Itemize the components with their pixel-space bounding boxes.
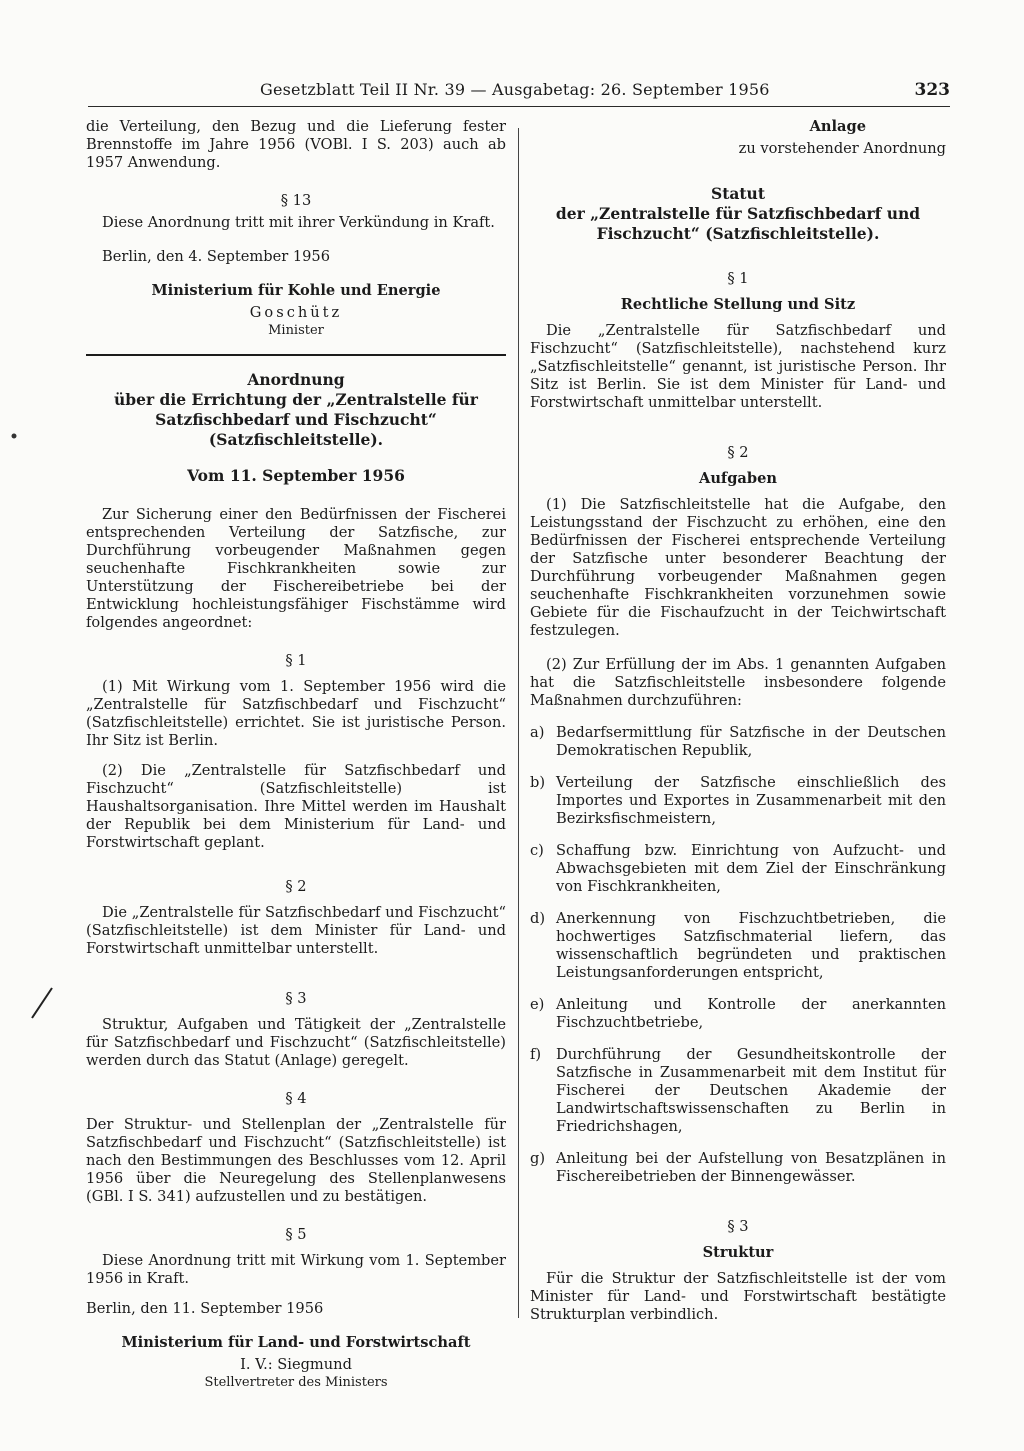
list-item-text: Anleitung und Kontrolle der anerkannten Fischzuchtbetriebe,: [556, 996, 946, 1031]
statute-section-2-title: Aufgaben: [699, 470, 777, 487]
right-column: [530, 118, 946, 1324]
section-2-heading: § 2: [285, 878, 307, 895]
left-column: [86, 118, 506, 1392]
list-item-label: f): [530, 1046, 542, 1063]
column-divider: [518, 128, 519, 1318]
statute-section-2-para-1: (1) Die Satzfischleitstelle hat die Aufgabe, den Leistungsstand der Fischzucht zu erhöhen, eine den Bedürfnissen der Fischerei entsprechende Verteilung der Satzfische unter besonderer Beachtung der Durchführung vorbeugender Maßnahmen gegen seuchenhafte Fischkrankheiten vorzunehmen sowie Gebiete für die Fischaufzucht in der Teichwirtschaft festzulegen.: [530, 496, 946, 639]
statute-section-2-heading: § 2: [727, 444, 749, 461]
place-date-2: Berlin, den 11. September 1956: [86, 1300, 324, 1317]
list-item-text: Anerkennung von Fischzuchtbetrieben, die hochwertiges Satzfischmaterial liefern, das wissenschaftlich begründeten und praktischen Leistungsanforderungen entspricht,: [556, 910, 946, 981]
signer-1-role: Minister: [268, 323, 324, 338]
intro-paragraph: die Verteilung, den Bezug und die Lieferung fester Brennstoffe im Jahre 1956 (VOBl. I S. 203) auch ab 1957 Anwendung.: [86, 118, 506, 171]
ordinance-subtitle: über die Errichtung der „Zentralstelle für Satzfischbedarf und Fischzucht“ (Satzfischleitstelle).: [114, 390, 478, 449]
annex-subtitle: zu vorstehender Anordnung: [738, 140, 946, 157]
header-title: Gesetzblatt Teil II Nr. 39 — Ausgabetag: 26. September 1956: [260, 80, 770, 99]
statute-title: Statut: [711, 184, 765, 203]
list-item: [530, 774, 946, 828]
statute-section-1-text: Die „Zentralstelle für Satzfischbedarf und Fischzucht“ (Satzfischleitstelle), nachstehend kurz „Satzfischleitstelle“ genannt, ist juristische Person. Ihr Sitz ist Berlin. Sie ist dem Minister für Land- und Forstwirtschaft unmittelbar unterstellt.: [530, 322, 946, 411]
ordinance-title: Anordnung: [247, 370, 345, 389]
separator-rule: [86, 354, 506, 356]
list-item-text: Anleitung bei der Aufstellung von Besatzplänen in Fischereibetrieben der Binnengewässer.: [556, 1150, 946, 1185]
section-1-heading: § 1: [285, 652, 307, 669]
list-item-label: c): [530, 842, 544, 859]
page-header: [88, 80, 950, 107]
statute-section-3-title: Struktur: [702, 1244, 774, 1261]
section-4-text: Der Struktur- und Stellenplan der „Zentralstelle für Satzfischbedarf und Fischzucht“ (Satzfischleitstelle) ist nach den Bestimmungen des Beschlusses vom 12. April 1956 über die Neuregelung des Stellenplanwesens (GBl. I S. 341) aufzustellen und zu bestätigen.: [86, 1116, 506, 1205]
list-item-label: e): [530, 996, 545, 1013]
list-item-text: Verteilung der Satzfische einschließlich des Importes und Exportes in Zusammenarbeit mit den Bezirksfischmeistern,: [556, 774, 946, 827]
section-13-text: Diese Anordnung tritt mit ihrer Verkündung in Kraft.: [102, 214, 495, 231]
statute-section-2-para-2: (2) Zur Erfüllung der im Abs. 1 genannten Aufgaben hat die Satzfischleitstelle insbesondere folgende Maßnahmen durchzuführen:: [530, 656, 946, 709]
section-4-heading: § 4: [285, 1090, 307, 1107]
list-item-label: g): [530, 1150, 546, 1167]
statute-section-1-heading: § 1: [727, 270, 749, 287]
list-item-label: d): [530, 910, 546, 927]
list-item: [530, 842, 946, 896]
signer-1: Goschütz: [249, 304, 343, 321]
list-item: [530, 1046, 946, 1136]
dot-mark-icon: [10, 432, 18, 440]
section-13-heading: § 13: [280, 192, 312, 209]
list-item-label: b): [530, 774, 546, 791]
section-2-text: Die „Zentralstelle für Satzfischbedarf und Fischzucht“ (Satzfischleitstelle) ist dem Minister für Land- und Forstwirtschaft unmittelbar unterstellt.: [86, 904, 506, 957]
list-item: [530, 996, 946, 1032]
signer-2: I. V.: Siegmund: [240, 1356, 352, 1373]
list-item: [530, 910, 946, 982]
task-list: [530, 724, 946, 1186]
list-item: [530, 724, 946, 760]
pencil-mark-icon: [30, 986, 54, 1020]
ministry-1: Ministerium für Kohle und Energie: [151, 282, 441, 299]
preamble: Zur Sicherung einer den Bedürfnissen der Fischerei entsprechenden Verteilung der Satzfische, zur Durchführung vorbeugender Maßnahmen gegen seuchenhafte Fischkrankheiten sowie zur Unterstützung der Fischereibetriebe bei der Entwicklung hochleistungsfähiger Fischstämme wird folgendes angeordnet:: [86, 506, 506, 631]
statute-section-3-heading: § 3: [727, 1218, 749, 1235]
statute-subtitle: der „Zentralstelle für Satzfischbedarf und Fischzucht“ (Satzfischleitstelle).: [555, 204, 921, 243]
list-item-text: Schaffung bzw. Einrichtung von Aufzucht- und Abwachsgebieten mit dem Ziel der Einschränkung von Fischkrankheiten,: [556, 842, 946, 895]
list-item-label: a): [530, 724, 545, 741]
page-number: 323: [914, 80, 950, 100]
section-5-text: Diese Anordnung tritt mit Wirkung vom 1. September 1956 in Kraft.: [86, 1252, 506, 1287]
list-item-text: Bedarfsermittlung für Satzfische in der Deutschen Demokratischen Republik,: [556, 724, 946, 759]
section-3-text: Struktur, Aufgaben und Tätigkeit der „Zentralstelle für Satzfischbedarf und Fischzucht“ (Satzfischleitstelle) werden durch das Statut (Anlage) geregelt.: [86, 1016, 506, 1069]
annex-title: Anlage: [809, 118, 866, 135]
list-item: [530, 1150, 946, 1186]
statute-section-1-title: Rechtliche Stellung und Sitz: [620, 296, 856, 313]
section-1-para-2: (2) Die „Zentralstelle für Satzfischbedarf und Fischzucht“ (Satzfischleitstelle) ist Haushaltsorganisation. Ihre Mittel werden im Haushalt der Republik bei dem Ministerium für Land- und Forstwirtschaft geplant.: [86, 762, 506, 851]
statute-section-3-text: Für die Struktur der Satzfischleitstelle ist der vom Minister für Land- und Forstwirtschaft bestätigte Strukturplan verbindlich.: [530, 1270, 946, 1323]
section-3-heading: § 3: [285, 990, 307, 1007]
ministry-2: Ministerium für Land- und Forstwirtschaft: [121, 1334, 471, 1351]
ordinance-date: Vom 11. September 1956: [187, 466, 405, 485]
section-1-para-1: (1) Mit Wirkung vom 1. September 1956 wird die „Zentralstelle für Satzfischbedarf und Fischzucht“ (Satzfischleitstelle) errichtet. Sie ist juristische Person. Ihr Sitz ist Berlin.: [86, 678, 506, 749]
section-5-heading: § 5: [285, 1226, 307, 1243]
place-date-1: Berlin, den 4. September 1956: [102, 248, 330, 265]
signer-2-role: Stellvertreter des Ministers: [204, 1375, 388, 1390]
list-item-text: Durchführung der Gesundheitskontrolle der Satzfische in Zusammenarbeit mit dem Institut für Fischerei der Deutschen Akademie der Landwirtschaftswissenschaften zu Berlin in Friedrichshagen,: [556, 1046, 946, 1135]
